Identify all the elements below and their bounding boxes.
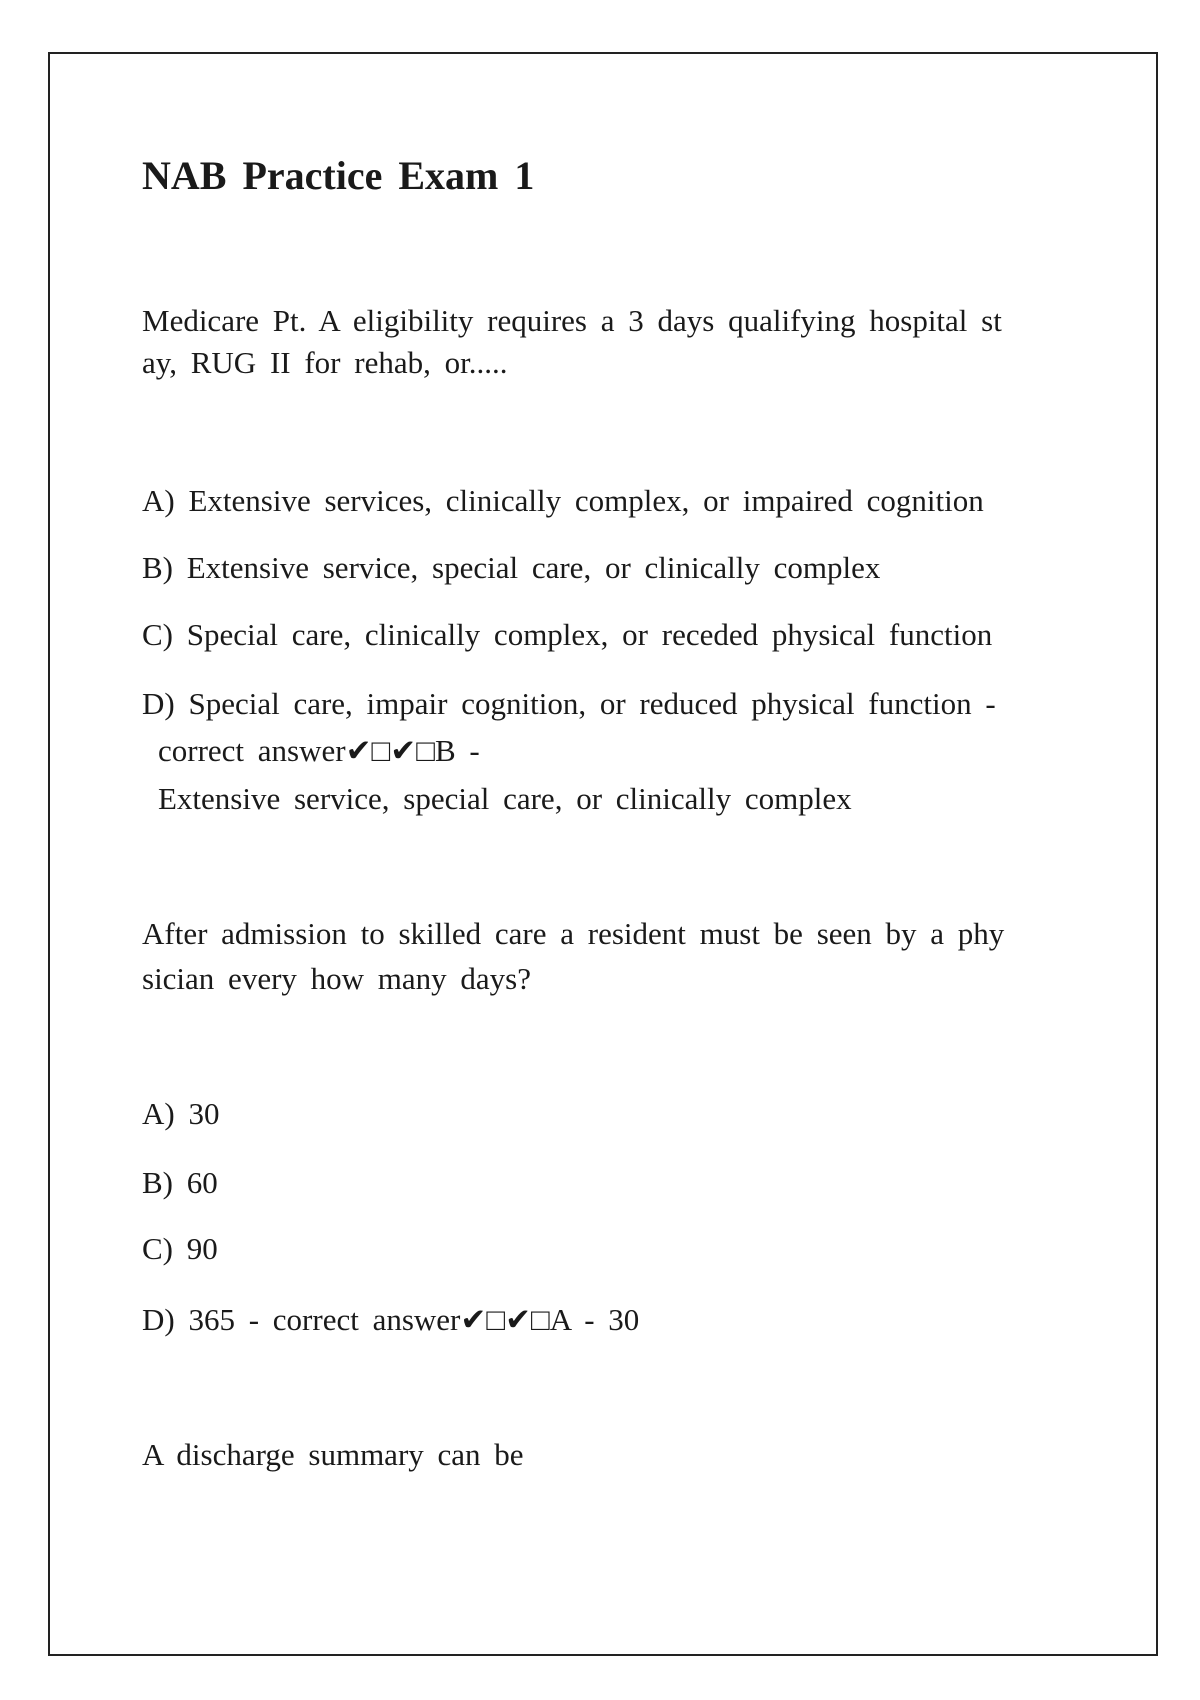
question-2-stem-line-1: After admission to skilled care a resident must be seen by a phy <box>142 916 1005 951</box>
question-1-option-b: B) Extensive service, special care, or clinically complex <box>142 550 881 585</box>
page-title: NAB Practice Exam 1 <box>142 153 535 198</box>
question-2-option-d: D) 365 - correct answer✔□✔□A - 30 <box>142 1302 640 1337</box>
question-2-option-a: A) 30 <box>142 1096 220 1131</box>
question-1-option-c: C) Special care, clinically complex, or receded physical function <box>142 617 993 652</box>
question-1-answer-line-1: correct answer✔□✔□B - <box>158 733 480 768</box>
question-1-option-d: D) Special care, impair cognition, or reduced physical function - <box>142 686 996 721</box>
question-2-option-c: C) 90 <box>142 1231 218 1266</box>
question-1-option-a: A) Extensive services, clinically complex, or impaired cognition <box>142 483 984 518</box>
question-1-answer-line-2: Extensive service, special care, or clinically complex <box>158 781 852 816</box>
question-1-stem-line-2: ay, RUG II for rehab, or..... <box>142 345 508 380</box>
question-2-stem-line-2: sician every how many days? <box>142 961 531 996</box>
question-1-stem-line-1: Medicare Pt. A eligibility requires a 3 days qualifying hospital st <box>142 303 1002 338</box>
page-frame <box>48 52 1158 1656</box>
question-2-option-b: B) 60 <box>142 1165 218 1200</box>
question-3-stem-line-1: A discharge summary can be <box>142 1437 524 1472</box>
